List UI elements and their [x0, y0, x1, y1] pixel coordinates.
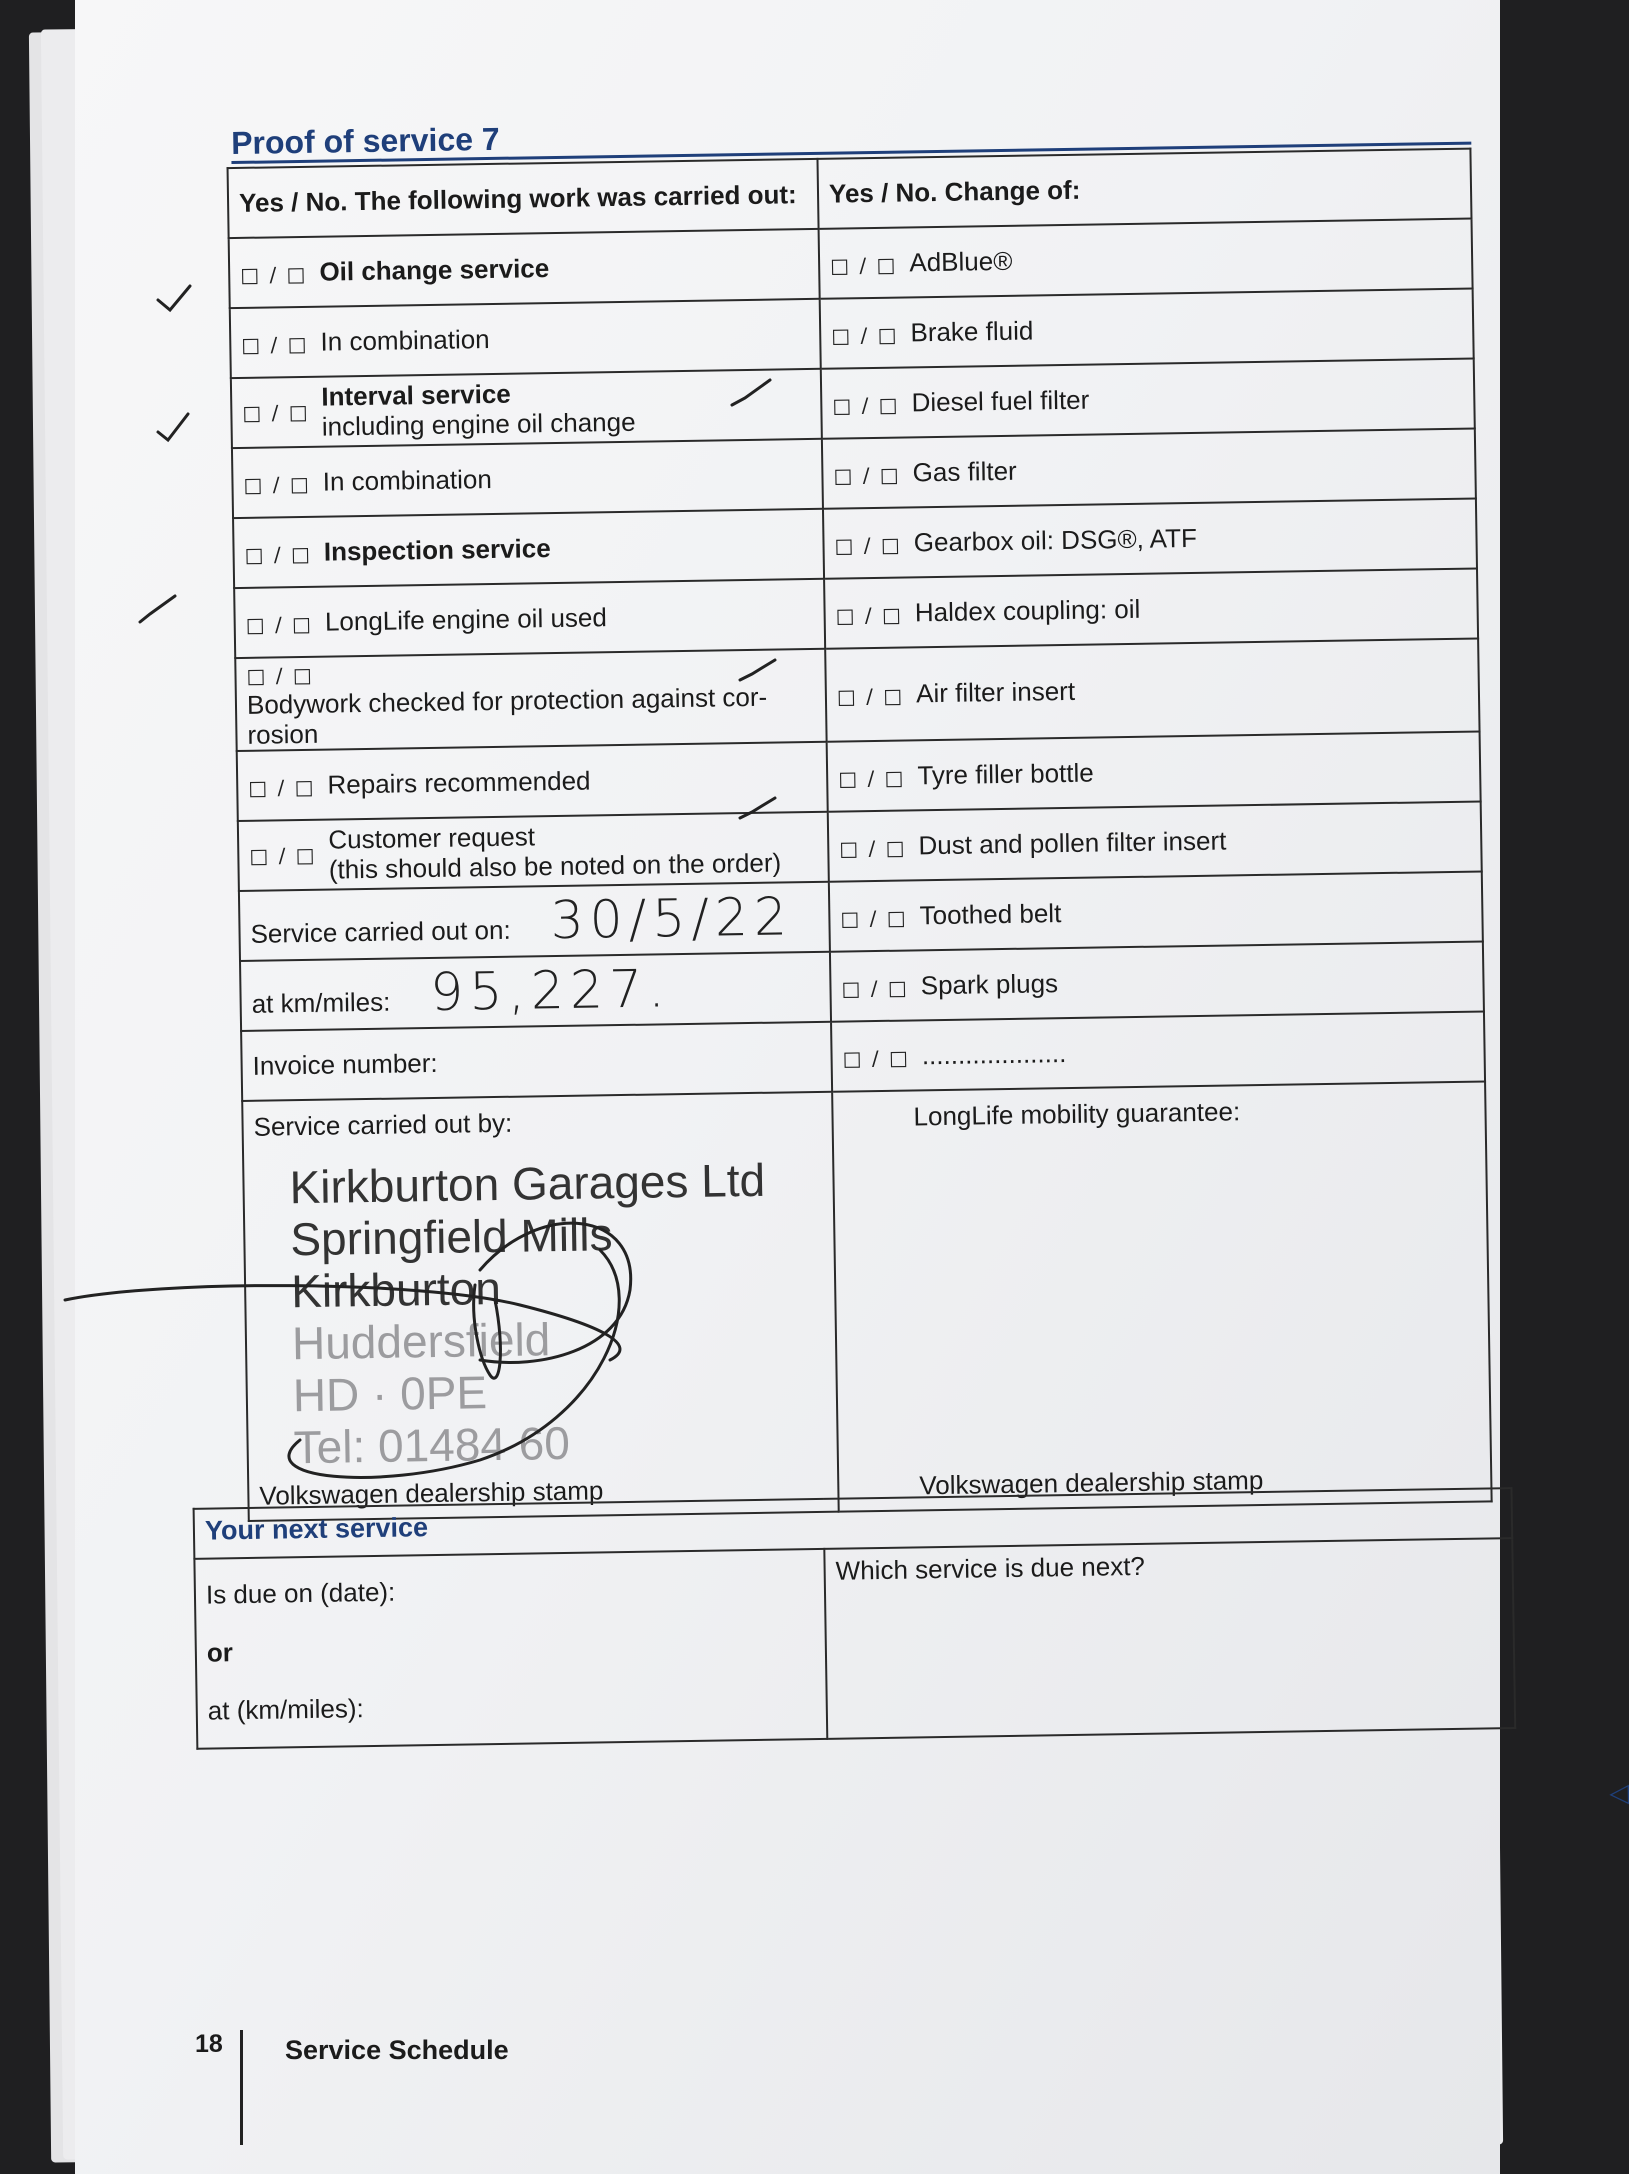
- left-item: [233, 509, 824, 588]
- item-label: Inspection service: [323, 532, 551, 567]
- yes-no-checkbox[interactable]: □ / □: [840, 905, 908, 931]
- yes-no-checkbox[interactable]: □ / □: [841, 975, 909, 1001]
- yes-no-checkbox[interactable]: □ / □: [839, 835, 907, 861]
- item-label: Haldex coupling: oil: [914, 593, 1141, 627]
- service-date-value[interactable]: 30/5/22: [550, 887, 794, 952]
- yes-no-checkbox[interactable]: □ / □: [833, 462, 901, 488]
- left-header: Yes / No. The following work was carried out:: [228, 159, 819, 238]
- item-label: Air filter insert: [915, 675, 1076, 709]
- due-date-label: Is due on (date):: [205, 1576, 396, 1610]
- mileage-cell: [240, 952, 831, 1031]
- item-label: Tyre filler bottle: [917, 757, 1094, 790]
- yes-no-checkbox[interactable]: □ / □: [248, 774, 316, 800]
- yes-no-checkbox[interactable]: □ / □: [832, 392, 900, 418]
- item-sublabel: rosion: [247, 718, 319, 750]
- item-sublabel: (this should also be noted on the order): [328, 847, 782, 885]
- mileage-label: at km/miles:: [251, 986, 391, 1019]
- item-label: Diesel fuel filter: [911, 384, 1090, 417]
- right-item: [821, 359, 1475, 439]
- stamp-row: [242, 1081, 1491, 1520]
- at-mileage-label: at (km/miles):: [207, 1693, 364, 1726]
- yes-no-checkbox[interactable]: □ / □: [245, 611, 314, 637]
- footer-divider: [240, 2030, 243, 2145]
- item-label-block: [247, 682, 768, 750]
- footer-section: Service Schedule: [285, 2035, 509, 2065]
- item-label: Brake fluid: [910, 314, 1034, 347]
- left-item: [237, 742, 828, 821]
- item-label-block: [328, 818, 781, 885]
- left-item: [230, 299, 821, 378]
- or-label: or: [206, 1637, 234, 1668]
- item-label: In combination: [320, 323, 490, 357]
- dealer-stamp-label: Volkswagen dealership stamp: [919, 1465, 1264, 1501]
- dealer-stamp-label: Volkswagen dealership stamp: [259, 1475, 604, 1511]
- yes-no-checkbox[interactable]: □ / □: [241, 331, 309, 357]
- left-item: [229, 229, 820, 308]
- item-label: Spark plugs: [920, 967, 1059, 1000]
- right-item: [827, 732, 1481, 812]
- left-item: [232, 439, 823, 518]
- right-item: [828, 802, 1482, 882]
- right-item: [823, 499, 1477, 579]
- yes-no-checkbox[interactable]: □ / □: [829, 252, 898, 278]
- yes-no-checkbox[interactable]: □ / □: [243, 471, 311, 497]
- yes-no-checkbox[interactable]: □ / □: [834, 532, 902, 558]
- item-label: Dust and pollen filter insert: [918, 825, 1227, 860]
- page-number: 18: [195, 2030, 223, 2058]
- right-item: [829, 871, 1483, 951]
- yes-no-checkbox[interactable]: □ / □: [249, 842, 317, 868]
- item-label: AdBlue®: [909, 245, 1013, 277]
- yes-no-checkbox[interactable]: □ / □: [246, 662, 314, 688]
- page-turn-triangle-icon: ◁: [1608, 1777, 1629, 1808]
- left-item: [231, 369, 822, 448]
- item-label: Customer request: [328, 821, 536, 855]
- item-label-blank[interactable]: ....................: [921, 1037, 1067, 1070]
- item-label-block: [321, 377, 636, 442]
- right-item: [820, 289, 1474, 369]
- service-date-label: Service carried out on:: [250, 914, 511, 949]
- stamp-line: HD · 0PE: [292, 1366, 488, 1422]
- stamp-line: Huddersfield: [291, 1313, 551, 1370]
- item-label: LongLife engine oil used: [324, 601, 608, 637]
- yes-no-checkbox[interactable]: □ / □: [838, 765, 906, 791]
- item-label: Interval service: [321, 378, 511, 412]
- item-label: Repairs recommended: [327, 764, 591, 800]
- next-service-table: [193, 1487, 1517, 1750]
- item-label: Gas filter: [912, 455, 1017, 487]
- next-service-title: Your next service: [194, 1488, 1513, 1559]
- service-date-cell: [239, 882, 830, 961]
- yes-no-checkbox[interactable]: □ / □: [835, 602, 904, 628]
- guarantee-stamp-cell: [832, 1081, 1492, 1511]
- left-item: [238, 812, 829, 891]
- service-schedule-page: [75, 0, 1629, 2174]
- dealer-stamp: [289, 1154, 769, 1473]
- item-label: In combination: [322, 463, 493, 497]
- dealer-stamp-cell: [242, 1092, 839, 1521]
- left-item: [235, 649, 826, 751]
- item-label: Toothed belt: [919, 897, 1062, 930]
- right-header: Yes / No. Change of:: [817, 149, 1471, 229]
- which-service-cell[interactable]: [824, 1538, 1515, 1739]
- invoice-label: Invoice number:: [252, 1047, 438, 1081]
- left-item: [234, 579, 825, 658]
- which-service-label: Which service is due next?: [835, 1550, 1146, 1586]
- right-item: [819, 219, 1473, 299]
- item-label: Gearbox oil: DSG®, ATF: [913, 522, 1198, 557]
- next-service-body-row: [194, 1538, 1515, 1749]
- right-item: [830, 941, 1484, 1021]
- item-label: Bodywork checked for protection against cor-: [246, 681, 768, 720]
- next-service-due-cell[interactable]: [194, 1549, 827, 1749]
- right-item: [825, 639, 1479, 742]
- stamp-line: Springfield Mills: [289, 1208, 613, 1266]
- yes-no-checkbox[interactable]: □ / □: [842, 1045, 911, 1071]
- invoice-cell[interactable]: [241, 1022, 832, 1101]
- yes-no-checkbox[interactable]: □ / □: [836, 683, 905, 709]
- yes-no-checkbox[interactable]: □ / □: [244, 541, 313, 567]
- item-sublabel: including engine oil change: [321, 406, 636, 442]
- yes-no-checkbox[interactable]: □ / □: [240, 261, 308, 287]
- stamp-line: Kirkburton Garages Ltd: [289, 1153, 766, 1214]
- guarantee-label: LongLife mobility guarantee:: [913, 1096, 1241, 1132]
- proof-of-service-form: [170, 49, 1629, 1808]
- stamp-line: Kirkburton: [290, 1261, 502, 1318]
- yes-no-checkbox[interactable]: □ / □: [831, 322, 899, 348]
- item-label: Oil change service: [319, 252, 550, 287]
- mileage-value[interactable]: 95,227.: [429, 959, 672, 1024]
- right-item: [824, 569, 1478, 649]
- stamp-line: Tel: 01484 60: [293, 1416, 571, 1474]
- right-item: [831, 1011, 1485, 1091]
- carried-out-by-label: Service carried out by:: [253, 1107, 513, 1142]
- yes-no-checkbox[interactable]: □ / □: [242, 399, 310, 425]
- proof-title: Proof of service 7: [230, 120, 500, 162]
- service-table: [227, 148, 1493, 1522]
- right-item: [822, 429, 1476, 509]
